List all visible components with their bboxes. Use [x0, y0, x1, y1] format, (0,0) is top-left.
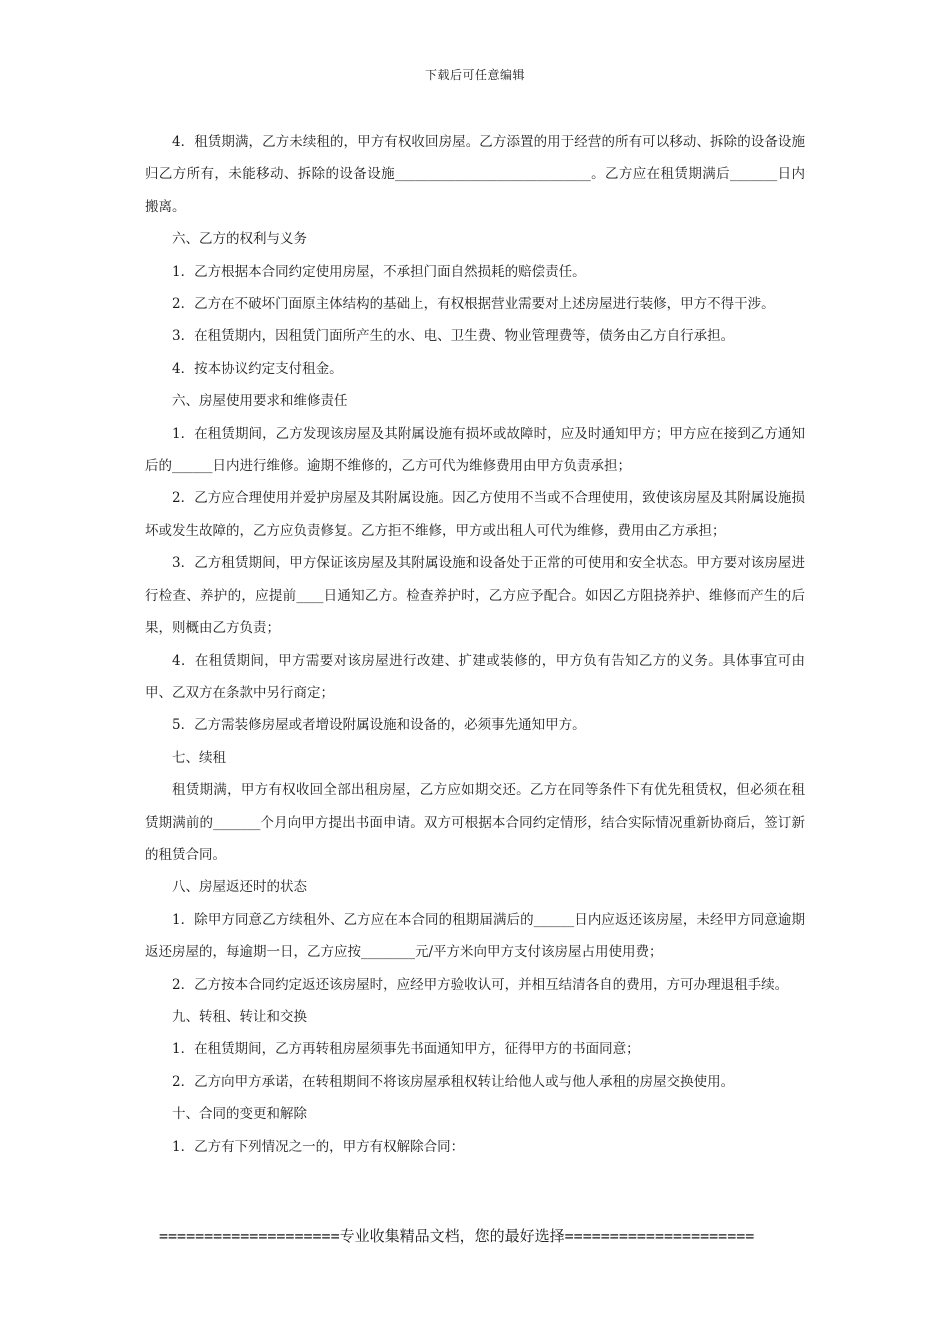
paragraph: 2．乙方向甲方承诺，在转租期间不将该房屋承租权转让给他人或与他人承租的房屋交换使用。	[172, 1073, 735, 1090]
paragraph: 4．租赁期满，乙方未续租的，甲方有权收回房屋。乙方添置的用于经营的所有可以移动、拆除的设备设施归乙方所有，未能移动、拆除的设备设施_____________________________。乙方应在租赁期满后_______日内搬离。	[145, 134, 805, 215]
paragraph: 1．在租赁期间，乙方再转租房屋须事先书面通知甲方，征得甲方的书面同意；	[172, 1041, 640, 1058]
section-heading: 六、房屋使用要求和维修责任	[172, 393, 348, 410]
paragraph: 1．在租赁期间，乙方发现该房屋及其附属设施有损坏或故障时，应及时通知甲方；甲方应在接到乙方通知后的______日内进行维修。逾期不维修的，乙方可代为维修费用由甲方负责承担；	[145, 425, 805, 475]
footer-rule-left: ====================	[159, 1227, 340, 1245]
section-heading: 九、转租、转让和交换	[172, 1008, 307, 1025]
document-body	[145, 126, 805, 1163]
section-heading: 八、房屋返还时的状态	[172, 879, 307, 896]
paragraph: 2．乙方在不破坏门面原主体结构的基础上，有权根据营业需要对上述房屋进行装修，甲方不得干涉。	[172, 296, 775, 313]
paragraph: 2．乙方按本合同约定返还该房屋时，应经甲方验收认可，并相互结清各自的费用，方可办理退租手续。	[172, 976, 789, 993]
paragraph: 4．在租赁期间，甲方需要对该房屋进行改建、扩建或装修的，甲方负有告知乙方的义务。具体事宜可由甲、乙双方在条款中另行商定；	[145, 652, 805, 701]
footer-text: 专业收集精品文档，您的最好选择	[339, 1227, 565, 1245]
paragraph: 5．乙方需装修房屋或者增设附属设施和设备的，必须事先通知甲方。	[172, 717, 586, 734]
paragraph: 2．乙方应合理使用并爱护房屋及其附属设施。因乙方使用不当或不合理使用，致使该房屋及其附属设施损坏或发生故障的，乙方应负责修复。乙方拒不维修，甲方或出租人可代为维修，费用由乙方承担；	[145, 490, 805, 539]
footer-rule-right: =====================	[564, 1227, 755, 1245]
page-footer	[145, 1225, 810, 1247]
section-heading: 七、续租	[172, 749, 226, 766]
paragraph: 租赁期满，甲方有权收回全部出租房屋，乙方应如期交还。乙方在同等条件下有优先租赁权，但必须在租赁期满前的_______个月向甲方提出书面申请。双方可根据本合同约定情形，结合实际情况重新协商后，签订新的租赁合同。	[145, 782, 805, 863]
section-heading: 十、合同的变更和解除	[172, 1106, 307, 1123]
paragraph: 4．按本协议约定支付租金。	[172, 360, 343, 377]
section-heading: 六、乙方的权利与义务	[172, 231, 307, 248]
page-header: 下载后可任意编辑	[424, 68, 525, 82]
paragraph: 1．乙方根据本合同约定使用房屋，不承担门面自然损耗的赔偿责任。	[172, 263, 586, 280]
paragraph: 1．除甲方同意乙方续租外、乙方应在本合同的租期届满后的______日内应返还该房屋，未经甲方同意逾期返还房屋的，每逾期一日，乙方应按________元/平方米向甲方支付该房屋占用使用费；	[145, 911, 805, 961]
paragraph: 1．乙方有下列情况之一的，甲方有权解除合同：	[172, 1138, 465, 1155]
paragraph: 3．乙方租赁期间，甲方保证该房屋及其附属设施和设备处于正常的可使用和安全状态。甲方要对该房屋进行检查、养护的，应提前____日通知乙方。检查养护时，乙方应予配合。如因乙方阻挠养护、维修而产生的后果，则概由乙方负责；	[145, 555, 805, 637]
paragraph: 3．在租赁期内，因租赁门面所产生的水、电、卫生费、物业管理费等，债务由乙方自行承担。	[172, 328, 735, 345]
